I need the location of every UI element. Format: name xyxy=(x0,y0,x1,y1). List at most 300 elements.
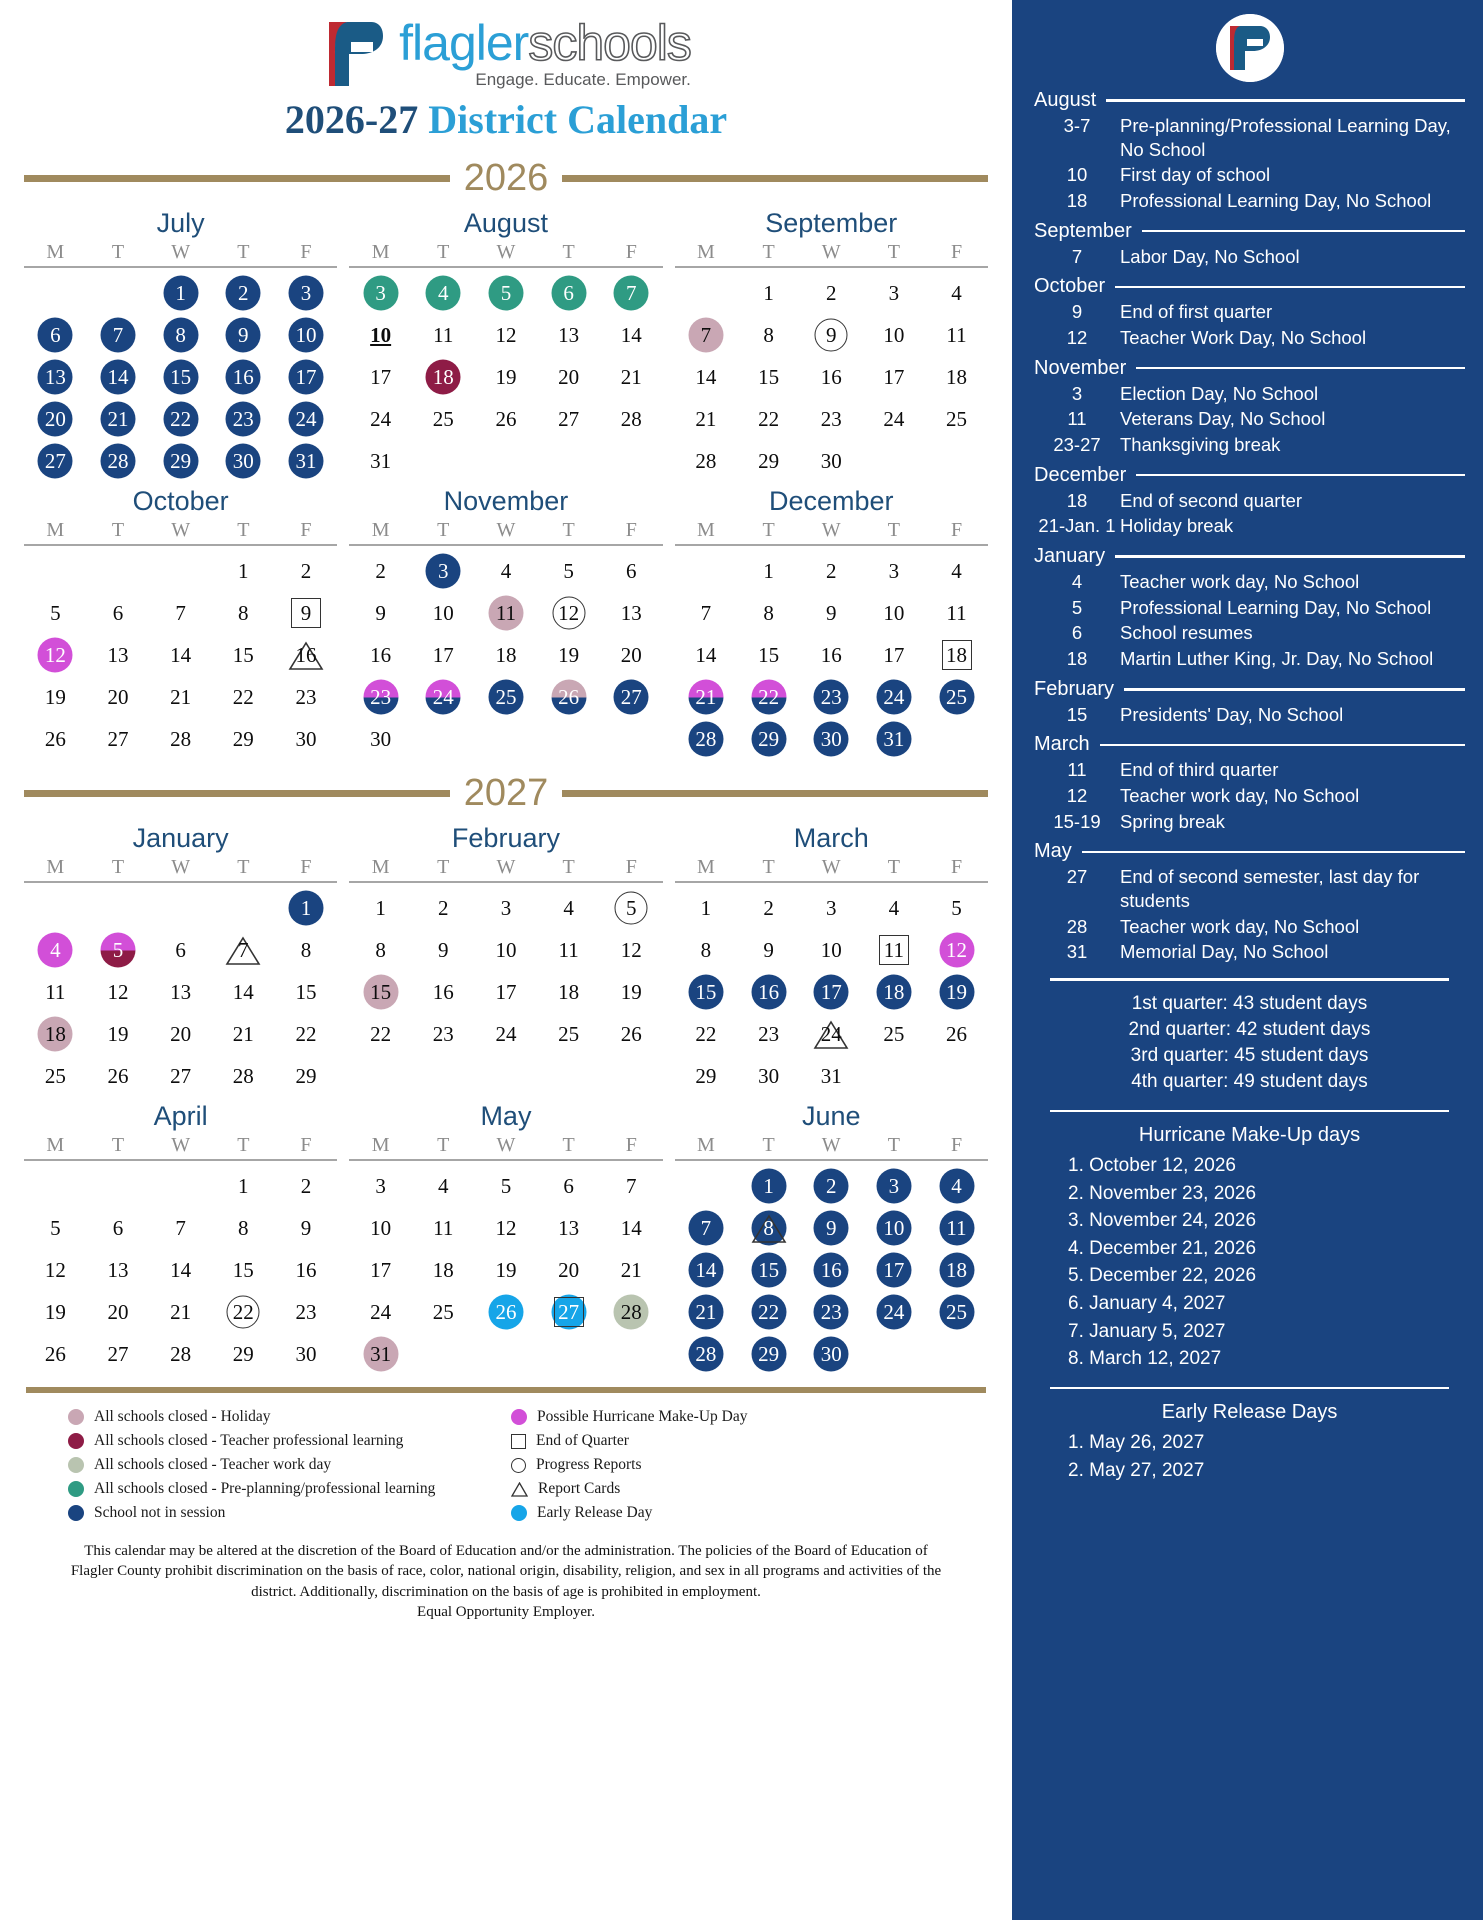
day-cell[interactable] xyxy=(212,973,275,1011)
day-cell[interactable] xyxy=(863,594,926,632)
day-cell[interactable] xyxy=(149,316,212,354)
day-number: 5 xyxy=(500,280,512,305)
day-cell[interactable] xyxy=(675,1015,738,1053)
day-cell[interactable] xyxy=(412,973,475,1011)
day-cell[interactable] xyxy=(212,678,275,716)
day-cell[interactable] xyxy=(149,636,212,674)
day-cell[interactable] xyxy=(800,400,863,438)
day-cell[interactable] xyxy=(737,1251,800,1289)
day-cell[interactable] xyxy=(412,400,475,438)
day-cell[interactable] xyxy=(675,594,738,632)
day-cell[interactable] xyxy=(475,1167,538,1205)
day-cell[interactable] xyxy=(925,594,988,632)
day-cell[interactable] xyxy=(737,1335,800,1373)
day-cell[interactable] xyxy=(800,931,863,969)
legend-item xyxy=(511,1429,954,1453)
day-cell[interactable] xyxy=(537,316,600,354)
day-cell[interactable] xyxy=(863,1293,926,1331)
quarter-line: 4th quarter: 49 student days xyxy=(1131,1071,1368,1093)
day-cell[interactable] xyxy=(800,1209,863,1247)
day-cell[interactable] xyxy=(212,720,275,758)
day-cell[interactable] xyxy=(737,274,800,312)
day-cell[interactable] xyxy=(925,400,988,438)
day-cell[interactable] xyxy=(863,889,926,927)
day-cell[interactable] xyxy=(349,1209,412,1247)
day-cell[interactable] xyxy=(475,1293,538,1331)
day-cell[interactable] xyxy=(412,931,475,969)
day-cell[interactable] xyxy=(212,1293,275,1331)
day-cell[interactable] xyxy=(863,1015,926,1053)
events-sidebar xyxy=(1012,0,1483,1920)
day-cell[interactable] xyxy=(537,889,600,927)
day-cell[interactable] xyxy=(212,400,275,438)
day-cell[interactable] xyxy=(412,1015,475,1053)
day-cell[interactable] xyxy=(149,678,212,716)
day-cell[interactable] xyxy=(537,678,600,716)
day-cell[interactable] xyxy=(800,1057,863,1095)
day-cell[interactable] xyxy=(87,931,150,969)
day-cell[interactable] xyxy=(863,316,926,354)
day-cell[interactable] xyxy=(412,552,475,590)
day-cell[interactable] xyxy=(537,400,600,438)
day-cell[interactable] xyxy=(24,636,87,674)
day-cell[interactable] xyxy=(600,889,663,927)
day-cell[interactable] xyxy=(925,1167,988,1205)
day-cell[interactable] xyxy=(87,358,150,396)
day-number: 14 xyxy=(107,364,129,389)
day-cell[interactable] xyxy=(475,889,538,927)
day-cell[interactable] xyxy=(87,316,150,354)
day-cell[interactable] xyxy=(737,636,800,674)
day-cell[interactable] xyxy=(925,1293,988,1331)
day-cell[interactable] xyxy=(275,442,338,480)
day-cell[interactable] xyxy=(149,1057,212,1095)
day-grid xyxy=(349,889,662,1053)
day-cell[interactable] xyxy=(737,552,800,590)
day-cell[interactable] xyxy=(275,552,338,590)
day-cell[interactable] xyxy=(600,1293,663,1331)
day-cell[interactable] xyxy=(600,636,663,674)
day-cell[interactable] xyxy=(737,594,800,632)
day-cell[interactable] xyxy=(925,316,988,354)
day-number: 16 xyxy=(295,1257,317,1282)
day-cell[interactable] xyxy=(212,552,275,590)
day-cell[interactable] xyxy=(212,1251,275,1289)
day-cell[interactable] xyxy=(800,678,863,716)
day-cell[interactable] xyxy=(349,274,412,312)
day-cell[interactable] xyxy=(149,400,212,438)
day-cell[interactable] xyxy=(149,358,212,396)
day-cell[interactable] xyxy=(863,552,926,590)
day-cell[interactable] xyxy=(675,358,738,396)
hurricane-makeup-item: 2. November 23, 2026 xyxy=(1068,1182,1257,1204)
day-cell[interactable] xyxy=(275,1335,338,1373)
day-cell[interactable] xyxy=(600,1251,663,1289)
day-cell[interactable] xyxy=(349,1335,412,1373)
sidebar-event-row xyxy=(1034,647,1465,671)
day-cell[interactable] xyxy=(349,358,412,396)
day-cell[interactable] xyxy=(737,1209,800,1247)
day-number: 3 xyxy=(375,1173,386,1198)
day-cell[interactable] xyxy=(863,358,926,396)
day-cell[interactable] xyxy=(800,1293,863,1331)
day-number: 23 xyxy=(295,1299,317,1324)
day-number: 20 xyxy=(170,1021,192,1046)
day-cell[interactable] xyxy=(537,552,600,590)
day-cell[interactable] xyxy=(600,1209,663,1247)
day-cell[interactable] xyxy=(737,442,800,480)
day-cell[interactable] xyxy=(475,1251,538,1289)
hurricane-makeup-item: 1. October 12, 2026 xyxy=(1068,1155,1236,1176)
day-cell[interactable] xyxy=(475,358,538,396)
day-cell[interactable] xyxy=(275,594,338,632)
sidebar-event-row xyxy=(1034,326,1465,350)
day-cell[interactable] xyxy=(475,316,538,354)
day-cell[interactable] xyxy=(800,442,863,480)
day-cell[interactable] xyxy=(863,400,926,438)
day-cell[interactable] xyxy=(800,552,863,590)
day-cell[interactable] xyxy=(87,400,150,438)
day-cell[interactable] xyxy=(87,1015,150,1053)
day-cell[interactable] xyxy=(737,931,800,969)
day-cell[interactable] xyxy=(212,1335,275,1373)
day-cell[interactable] xyxy=(675,720,738,758)
day-cell[interactable] xyxy=(675,1057,738,1095)
day-cell[interactable] xyxy=(737,1167,800,1205)
day-grid xyxy=(675,1167,988,1373)
day-cell[interactable] xyxy=(149,720,212,758)
day-cell[interactable] xyxy=(863,1209,926,1247)
day-cell[interactable] xyxy=(737,720,800,758)
day-cell[interactable] xyxy=(800,1167,863,1205)
day-cell[interactable] xyxy=(675,1293,738,1331)
day-cell[interactable] xyxy=(600,400,663,438)
day-cell[interactable] xyxy=(675,1209,738,1247)
day-cell[interactable] xyxy=(925,552,988,590)
day-cell[interactable] xyxy=(87,1057,150,1095)
legend-label: Early Release Day xyxy=(537,1504,653,1521)
day-cell[interactable] xyxy=(925,889,988,927)
day-number: 14 xyxy=(232,979,254,1004)
day-cell[interactable] xyxy=(675,400,738,438)
day-cell[interactable] xyxy=(925,274,988,312)
day-cell[interactable] xyxy=(675,678,738,716)
day-cell[interactable] xyxy=(212,1015,275,1053)
day-cell[interactable] xyxy=(212,636,275,674)
day-cell[interactable] xyxy=(24,1057,87,1095)
day-cell[interactable] xyxy=(24,442,87,480)
day-cell[interactable] xyxy=(925,1015,988,1053)
day-cell[interactable] xyxy=(24,1335,87,1373)
day-cell[interactable] xyxy=(349,973,412,1011)
day-cell[interactable] xyxy=(349,931,412,969)
day-cell[interactable] xyxy=(863,931,926,969)
day-cell[interactable] xyxy=(737,1293,800,1331)
day-number: 20 xyxy=(558,1257,580,1282)
day-cell[interactable] xyxy=(149,1209,212,1247)
day-cell[interactable] xyxy=(275,1293,338,1331)
day-cell[interactable] xyxy=(925,1251,988,1289)
day-number: 10 xyxy=(495,937,517,962)
day-cell[interactable] xyxy=(675,442,738,480)
day-cell[interactable] xyxy=(275,400,338,438)
day-cell[interactable] xyxy=(600,358,663,396)
day-cell[interactable] xyxy=(412,358,475,396)
day-cell[interactable] xyxy=(412,1167,475,1205)
day-cell[interactable] xyxy=(149,442,212,480)
day-cell[interactable] xyxy=(87,1293,150,1331)
day-cell[interactable] xyxy=(800,594,863,632)
day-cell[interactable] xyxy=(349,678,412,716)
day-number: 7 xyxy=(700,600,712,625)
day-cell[interactable] xyxy=(149,274,212,312)
day-cell[interactable] xyxy=(275,678,338,716)
day-cell[interactable] xyxy=(675,636,738,674)
day-cell[interactable] xyxy=(24,1251,87,1289)
day-grid xyxy=(24,1167,337,1373)
day-cell[interactable] xyxy=(925,636,988,674)
day-cell[interactable] xyxy=(275,274,338,312)
day-cell[interactable] xyxy=(475,1209,538,1247)
day-cell[interactable] xyxy=(212,442,275,480)
day-cell[interactable] xyxy=(475,636,538,674)
sidebar-event-text: Teacher work day, No School xyxy=(1120,915,1360,937)
day-cell[interactable] xyxy=(87,678,150,716)
day-cell[interactable] xyxy=(275,1167,338,1205)
day-cell[interactable] xyxy=(800,1335,863,1373)
day-cell[interactable] xyxy=(475,400,538,438)
empty-cell xyxy=(24,552,87,590)
day-cell[interactable] xyxy=(349,720,412,758)
day-cell[interactable] xyxy=(149,1335,212,1373)
day-cell[interactable] xyxy=(537,931,600,969)
day-number: 25 xyxy=(946,406,968,431)
day-cell[interactable] xyxy=(925,1209,988,1247)
day-cell[interactable] xyxy=(87,720,150,758)
day-cell[interactable] xyxy=(412,1293,475,1331)
day-cell[interactable] xyxy=(212,1167,275,1205)
day-number: 21 xyxy=(170,684,192,709)
day-cell[interactable] xyxy=(537,1015,600,1053)
day-cell[interactable] xyxy=(675,931,738,969)
day-cell[interactable] xyxy=(275,358,338,396)
day-cell[interactable] xyxy=(24,678,87,716)
day-cell[interactable] xyxy=(275,889,338,927)
day-cell[interactable] xyxy=(925,358,988,396)
day-cell[interactable] xyxy=(737,678,800,716)
day-cell[interactable] xyxy=(475,973,538,1011)
day-cell[interactable] xyxy=(412,636,475,674)
day-cell[interactable] xyxy=(349,594,412,632)
day-cell[interactable] xyxy=(412,316,475,354)
day-cell[interactable] xyxy=(737,889,800,927)
day-cell[interactable] xyxy=(863,678,926,716)
day-cell[interactable] xyxy=(600,316,663,354)
day-cell[interactable] xyxy=(800,316,863,354)
day-cell[interactable] xyxy=(275,931,338,969)
day-cell[interactable] xyxy=(212,274,275,312)
day-cell[interactable] xyxy=(600,678,663,716)
day-cell[interactable] xyxy=(212,1209,275,1247)
day-cell[interactable] xyxy=(675,889,738,927)
day-cell[interactable] xyxy=(149,1015,212,1053)
day-cell[interactable] xyxy=(600,931,663,969)
day-cell[interactable] xyxy=(800,720,863,758)
day-cell[interactable] xyxy=(149,973,212,1011)
dow-4: F xyxy=(950,856,963,878)
day-cell[interactable] xyxy=(24,1209,87,1247)
day-number: 15 xyxy=(758,642,780,667)
day-cell[interactable] xyxy=(537,1209,600,1247)
day-cell[interactable] xyxy=(737,1015,800,1053)
day-cell[interactable] xyxy=(600,1015,663,1053)
legend-ring-icon xyxy=(511,1458,526,1473)
day-cell[interactable] xyxy=(800,889,863,927)
day-cell[interactable] xyxy=(412,594,475,632)
day-cell[interactable] xyxy=(275,636,338,674)
day-cell[interactable] xyxy=(475,678,538,716)
day-cell[interactable] xyxy=(349,889,412,927)
day-of-week-header xyxy=(349,1134,662,1161)
day-cell[interactable] xyxy=(24,400,87,438)
day-cell[interactable] xyxy=(412,1209,475,1247)
day-cell[interactable] xyxy=(863,1167,926,1205)
day-cell[interactable] xyxy=(925,973,988,1011)
day-cell[interactable] xyxy=(24,594,87,632)
day-cell[interactable] xyxy=(149,931,212,969)
day-cell[interactable] xyxy=(675,1251,738,1289)
dow-0: M xyxy=(697,856,715,878)
day-cell[interactable] xyxy=(212,931,275,969)
day-cell[interactable] xyxy=(537,1251,600,1289)
day-cell[interactable] xyxy=(537,636,600,674)
day-cell[interactable] xyxy=(475,931,538,969)
day-cell[interactable] xyxy=(212,1057,275,1095)
day-cell[interactable] xyxy=(412,678,475,716)
day-cell[interactable] xyxy=(537,358,600,396)
day-cell[interactable] xyxy=(212,358,275,396)
day-cell[interactable] xyxy=(24,973,87,1011)
day-cell[interactable] xyxy=(800,1015,863,1053)
day-cell[interactable] xyxy=(737,400,800,438)
day-cell[interactable] xyxy=(412,274,475,312)
day-cell[interactable] xyxy=(925,678,988,716)
day-cell[interactable] xyxy=(537,1293,600,1331)
dow-2: W xyxy=(171,856,191,878)
day-cell[interactable] xyxy=(87,442,150,480)
day-cell[interactable] xyxy=(87,1251,150,1289)
day-number: 1 xyxy=(300,895,312,920)
day-number: 8 xyxy=(763,600,774,625)
day-cell[interactable] xyxy=(87,973,150,1011)
day-cell[interactable] xyxy=(212,316,275,354)
day-cell[interactable] xyxy=(800,973,863,1011)
day-cell[interactable] xyxy=(475,1015,538,1053)
day-cell[interactable] xyxy=(863,636,926,674)
day-cell[interactable] xyxy=(412,889,475,927)
day-cell[interactable] xyxy=(149,1251,212,1289)
day-cell[interactable] xyxy=(925,931,988,969)
day-cell[interactable] xyxy=(275,1209,338,1247)
day-cell[interactable] xyxy=(737,973,800,1011)
day-cell[interactable] xyxy=(475,274,538,312)
day-cell[interactable] xyxy=(87,594,150,632)
day-cell[interactable] xyxy=(537,274,600,312)
day-cell[interactable] xyxy=(24,316,87,354)
day-cell[interactable] xyxy=(737,1057,800,1095)
day-cell[interactable] xyxy=(149,594,212,632)
legend-dot-icon xyxy=(511,1505,527,1521)
day-number: 9 xyxy=(300,600,312,625)
day-cell[interactable] xyxy=(800,358,863,396)
day-cell[interactable] xyxy=(275,1015,338,1053)
day-cell[interactable] xyxy=(800,1251,863,1289)
day-cell[interactable] xyxy=(675,316,738,354)
day-cell[interactable] xyxy=(863,720,926,758)
day-number: 7 xyxy=(175,600,186,625)
day-cell[interactable] xyxy=(537,594,600,632)
day-cell[interactable] xyxy=(275,316,338,354)
day-cell[interactable] xyxy=(349,636,412,674)
day-cell[interactable] xyxy=(87,1335,150,1373)
day-cell[interactable] xyxy=(537,1167,600,1205)
day-cell[interactable] xyxy=(87,636,150,674)
day-cell[interactable] xyxy=(412,1251,475,1289)
day-cell[interactable] xyxy=(800,274,863,312)
day-number: 11 xyxy=(883,937,904,962)
day-cell[interactable] xyxy=(349,1167,412,1205)
day-cell[interactable] xyxy=(475,594,538,632)
empty-cell xyxy=(212,889,275,927)
day-cell[interactable] xyxy=(349,1015,412,1053)
day-cell[interactable] xyxy=(212,594,275,632)
day-cell[interactable] xyxy=(537,973,600,1011)
day-cell[interactable] xyxy=(600,973,663,1011)
day-cell[interactable] xyxy=(349,1293,412,1331)
day-cell[interactable] xyxy=(24,1015,87,1053)
day-cell[interactable] xyxy=(600,594,663,632)
day-cell[interactable] xyxy=(600,552,663,590)
day-cell[interactable] xyxy=(24,358,87,396)
day-cell[interactable] xyxy=(863,1251,926,1289)
day-cell[interactable] xyxy=(349,442,412,480)
day-cell[interactable] xyxy=(275,1057,338,1095)
day-cell[interactable] xyxy=(600,1167,663,1205)
day-cell[interactable] xyxy=(863,274,926,312)
day-cell[interactable] xyxy=(800,636,863,674)
day-cell[interactable] xyxy=(24,931,87,969)
day-cell[interactable] xyxy=(349,552,412,590)
day-cell[interactable] xyxy=(149,1293,212,1331)
day-cell[interactable] xyxy=(24,1293,87,1331)
day-cell[interactable] xyxy=(87,1209,150,1247)
day-cell[interactable] xyxy=(349,316,412,354)
day-cell[interactable] xyxy=(675,1335,738,1373)
day-cell[interactable] xyxy=(475,552,538,590)
day-cell[interactable] xyxy=(600,274,663,312)
day-cell[interactable] xyxy=(275,973,338,1011)
day-cell[interactable] xyxy=(275,1251,338,1289)
day-number: 5 xyxy=(112,937,124,962)
day-cell[interactable] xyxy=(349,400,412,438)
day-cell[interactable] xyxy=(275,720,338,758)
day-cell[interactable] xyxy=(737,358,800,396)
day-cell[interactable] xyxy=(349,1251,412,1289)
day-cell[interactable] xyxy=(737,316,800,354)
day-cell[interactable] xyxy=(24,720,87,758)
day-cell[interactable] xyxy=(863,973,926,1011)
day-cell[interactable] xyxy=(675,973,738,1011)
